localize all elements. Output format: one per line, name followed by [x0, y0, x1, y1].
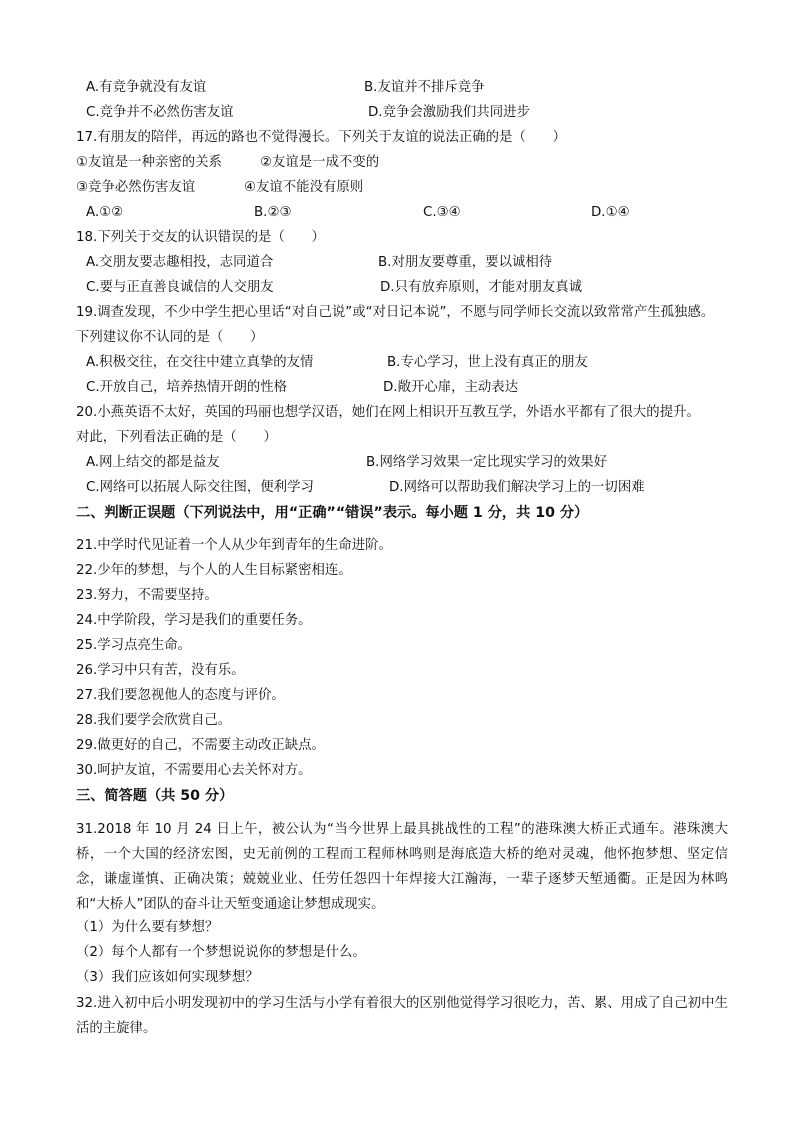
q16-option-a: A.有竞争就没有友谊	[86, 80, 207, 95]
q19-option-a: A.积极交往，在交往中建立真挚的友情	[86, 355, 314, 370]
q17-stem: 17.有朋友的陪伴，再远的路也不觉得漫长。下列关于友谊的说法正确的是（ ）	[76, 130, 566, 145]
judge-item-24: 24.中学阶段，学习是我们的重要任务。	[76, 613, 312, 628]
q20-option-a: A.网上结交的都是益友	[86, 455, 220, 470]
q19-stem-line2: 下列建议你不认同的是（ ）	[76, 330, 264, 345]
judge-item-28: 28.我们要学会欣赏自己。	[76, 713, 232, 728]
judge-item-27: 27.我们要忽视他人的态度与评价。	[76, 688, 285, 703]
q17-option-a: A.①②	[86, 205, 124, 220]
judge-item-23: 23.努力，不需要坚持。	[76, 588, 218, 603]
q17-statement-2: ②友谊是一成不变的	[260, 155, 380, 170]
q17-statement-4: ④友谊不能没有原则	[244, 180, 364, 195]
judge-item-29: 29.做更好的自己，不需要主动改正缺点。	[76, 738, 325, 753]
q16-option-c: C.竞争并不必然伤害友谊	[86, 105, 234, 120]
judge-item-26: 26.学习中只有苦，没有乐。	[76, 663, 245, 678]
q18-option-c: C.要与正直善良诚信的人交朋友	[86, 280, 274, 295]
q18-option-d: D.只有放弃原则，才能对朋友真诚	[380, 280, 583, 295]
q17-option-b: B.②③	[254, 205, 292, 220]
q20-option-d: D.网络可以帮助我们解决学习上的一切困难	[389, 480, 645, 495]
q17-option-d: D.①④	[591, 205, 630, 220]
section3-title: 三、简答题（共 50 分）	[76, 788, 234, 804]
q19-option-b: B.专心学习，世上没有真正的朋友	[387, 355, 588, 370]
q17-statement-3: ③竞争必然伤害友谊	[76, 180, 196, 195]
q19-option-d: D.敞开心扉，主动表达	[383, 380, 519, 395]
q31-sub-3: （3）我们应该如何实现梦想？	[76, 970, 259, 985]
q31-sub-1: （1）为什么要有梦想？	[76, 920, 219, 935]
judge-item-25: 25.学习点亮生命。	[76, 638, 192, 653]
judge-item-22: 22.少年的梦想，与个人的人生目标紧密相连。	[76, 563, 352, 578]
q19-option-c: C.开放自己，培养热情开朗的性格	[86, 380, 288, 395]
judge-item-21: 21.中学时代见证着一个人从少年到青年的生命进阶。	[76, 538, 392, 553]
judge-item-30: 30.呵护友谊，不需要用心去关怀对方。	[76, 763, 312, 778]
q20-option-b: B.网络学习效果一定比现实学习的效果好	[366, 455, 608, 470]
q19-stem-line1: 19.调查发现，不少中学生把心里话“对自己说”或“对日记本说”，不愿与同学师长交流以致常常产生孤独感。	[76, 305, 715, 320]
q16-option-d: D.竞争会激励我们共同进步	[368, 105, 530, 120]
q18-stem: 18.下列关于交友的认识错误的是（ ）	[76, 230, 325, 245]
q16-option-b: B.友谊并不排斥竞争	[364, 80, 485, 95]
q18-option-a: A.交朋友要志趣相投，志同道合	[86, 255, 274, 270]
q17-statement-1: ①友谊是一种亲密的关系	[76, 155, 222, 170]
q17-option-c: C.③④	[423, 205, 461, 220]
q31-sub-2: （2）每个人都有一个梦想说说你的梦想是什么。	[76, 945, 366, 960]
q31-text: 31.2018 年 10 月 24 日上午，被公认为“当今世界上最具挑战性的工程”的港珠澳大桥正式通车。港珠澳大桥，一个大国的经济宏图，史无前例的工程而工程师林鸣则是海底造大桥的绝对灵魂，他怀抱梦想、坚定信念，谦虚谨慎、正确决策；兢兢业业、任劳任怨四十年焊接大江瀚海，一辈子逐梦天堑通衢。正是因为林鸣和“大桥人”团队的奋斗让天堑变通途让梦想成现实。	[76, 822, 728, 912]
q32-text: 32.进入初中后小明发现初中的学习生活与小学有着很大的区别他觉得学习很吃力，苦、累、用成了自己初中生活的主旋律。	[76, 996, 728, 1036]
q18-option-b: B.对朋友要尊重，要以诚相待	[378, 255, 553, 270]
q20-stem-line2: 对此，下列看法正确的是（ ）	[76, 430, 277, 445]
section2-title: 二、判断正误题（下列说法中，用“正确”“错误”表示。每小题 1 分，共 10 分）	[76, 505, 589, 521]
q20-stem-line1: 20.小燕英语不太好，英国的玛丽也想学汉语，她们在网上相识开互教互学，外语水平都有了很大的提升。	[76, 405, 700, 420]
q20-option-c: C.网络可以拓展人际交往图，便利学习	[86, 480, 314, 495]
